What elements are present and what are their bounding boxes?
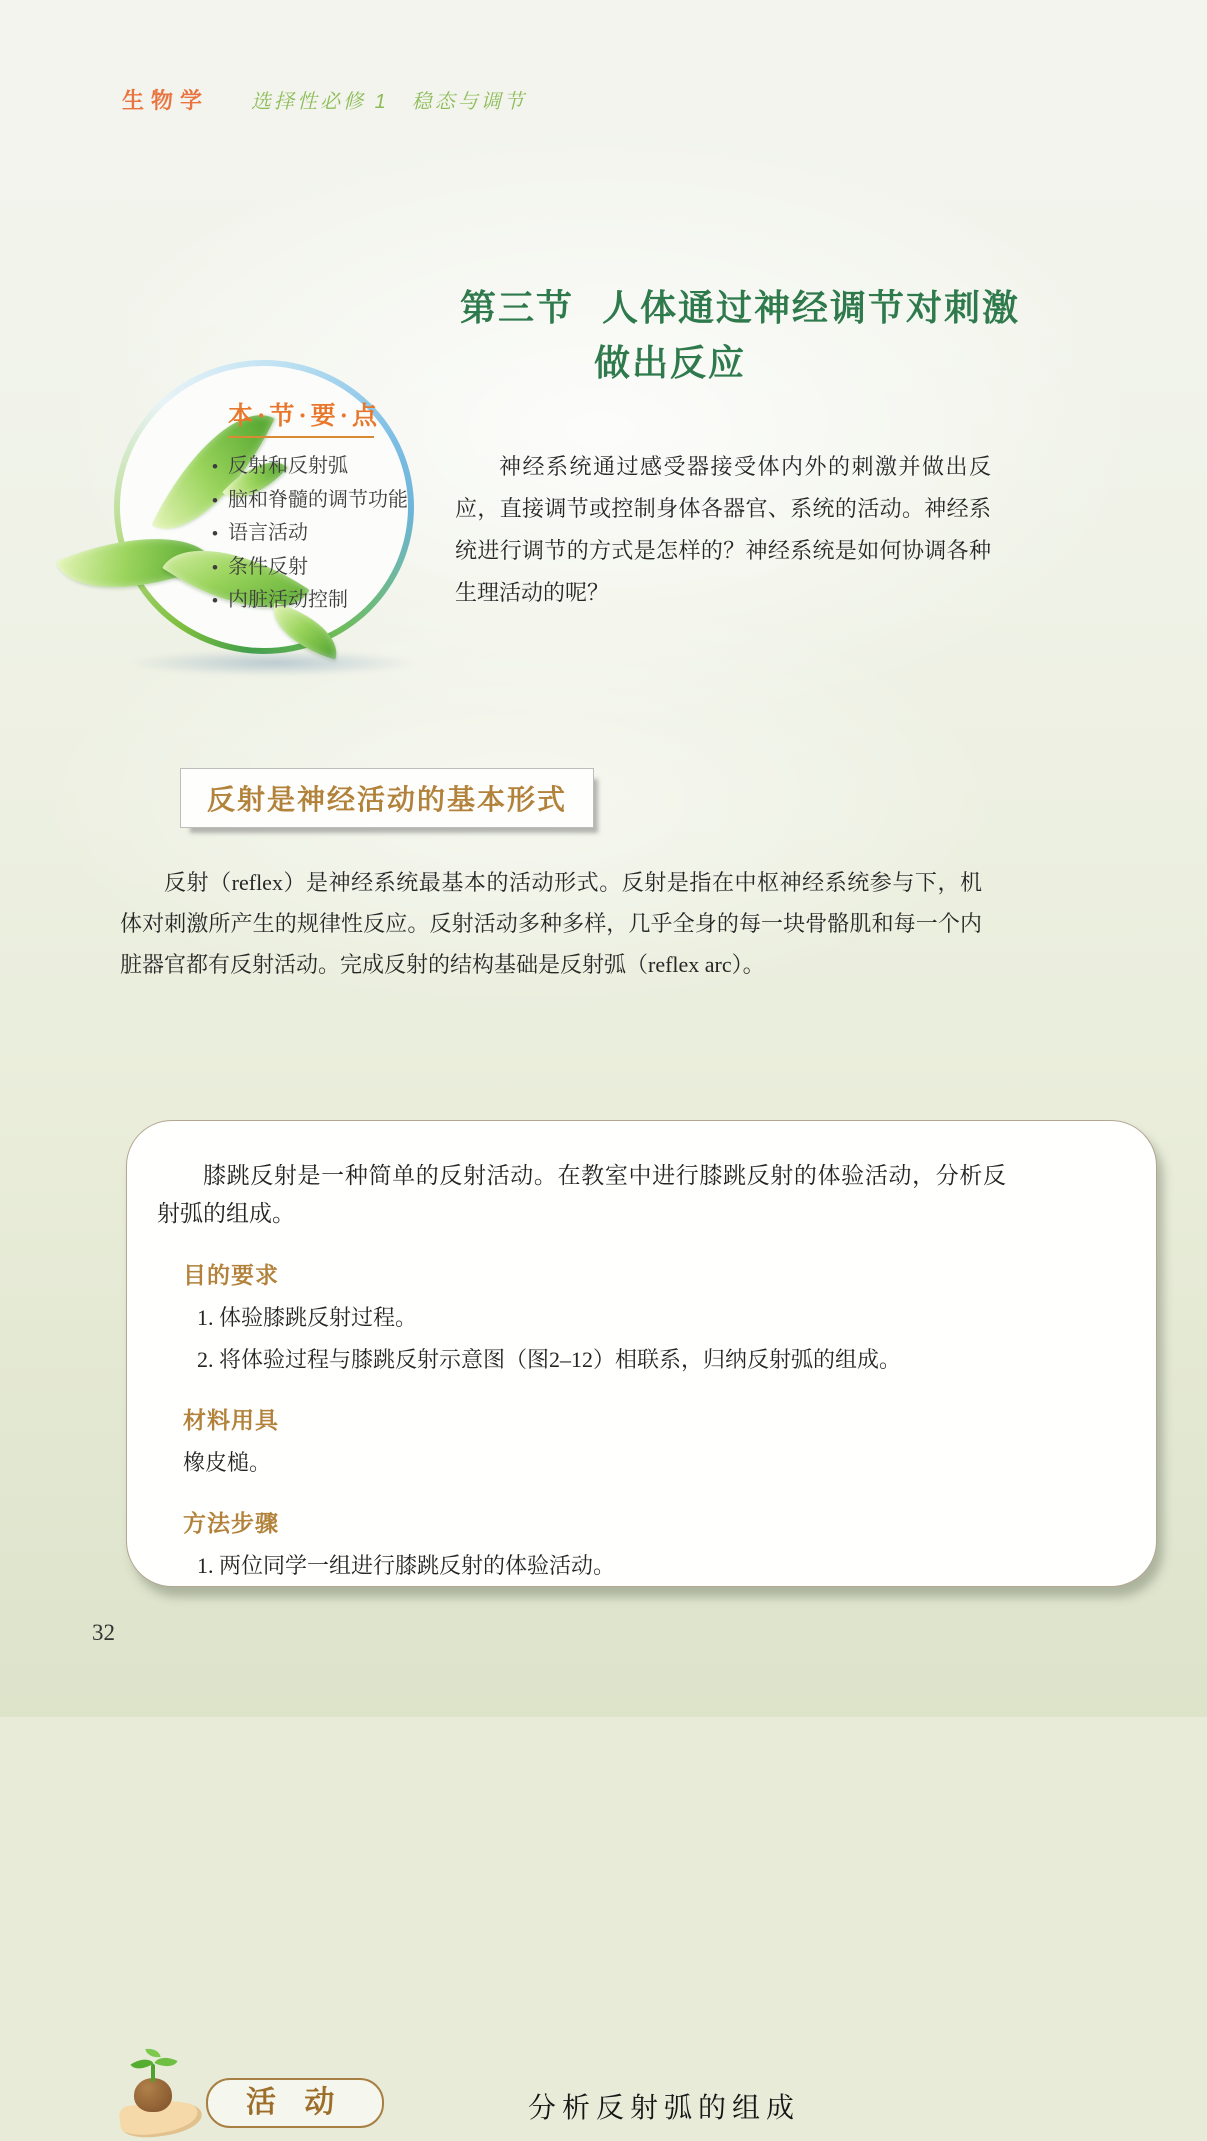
bullet-icon: • — [212, 591, 218, 610]
bullet-icon: • — [212, 457, 218, 476]
activity-badge — [206, 2078, 384, 2128]
activity-section-heading-steps: 方法步骤 — [183, 1510, 279, 1536]
reflex-paragraph: 反射（reflex）是神经系统最基本的活动形式。反射是指在中枢神经系统参与下，机体对刺激所产生的规律性反应。反射活动多种多样，几乎全身的每一块骨骼肌和每一个内脏器官都有反射活动。完成反射的结构基础是反射弧（reflex arc）。 — [120, 870, 982, 977]
key-points-list — [212, 450, 408, 618]
page-header — [122, 84, 527, 115]
key-point-item — [212, 584, 408, 618]
activity-section-heading-materials: 材料用具 — [183, 1407, 279, 1433]
key-point-item — [212, 517, 408, 551]
key-point-label: 内脏活动控制 — [227, 589, 348, 611]
topic-heading-box — [180, 768, 594, 828]
activity-intro: 膝跳反射是一种简单的反射活动。在教室中进行膝跳反射的体验活动，分析反射弧的组成。 — [157, 1163, 1006, 1226]
section-title-line2: 做出反应 — [594, 343, 747, 383]
activity-title: 分析反射弧的组成 — [528, 2093, 801, 2124]
activity-box — [126, 1120, 1157, 1587]
stem-icon — [151, 2064, 155, 2082]
subject-label: 生物学 — [122, 88, 210, 113]
key-point-label: 语言活动 — [227, 522, 308, 544]
section-title — [460, 281, 1020, 391]
activity-material-item: 橡皮槌。 — [183, 1450, 272, 1475]
activity-goal-item: 1. 体验膝跳反射过程。 — [197, 1305, 418, 1330]
key-point-item — [212, 551, 408, 585]
section-title-line1: 人体通过神经调节对刺激 — [602, 288, 1021, 328]
key-point-label: 条件反射 — [227, 555, 308, 578]
key-point-item — [212, 450, 408, 484]
key-point-label: 反射和反射弧 — [227, 455, 348, 477]
section-number: 第三节 — [460, 288, 575, 328]
topic-heading-text: 反射是神经活动的基本形式 — [207, 784, 568, 815]
sprout-in-hand-icon — [118, 2054, 218, 2140]
activity-step-item: 1. 两位同学一组进行膝跳反射的体验活动。 — [197, 1553, 616, 1578]
bullet-icon: • — [212, 490, 218, 510]
activity-section-heading-goal: 目的要求 — [183, 1262, 279, 1288]
sprout-leaf-icon — [145, 2047, 160, 2059]
circle-shadow-decoration — [128, 650, 418, 676]
bullet-icon: • — [212, 557, 218, 577]
intro-paragraph: 神经系统通过感受器接受体内外的刺激并做出反应，直接调节或控制身体各器官、系统的活动。神经系统进行调节的方式是怎样的？神经系统是如何协调各种生理活动的呢？ — [455, 454, 991, 605]
key-points-title: 本·节·要·点 — [228, 403, 382, 430]
activity-goal-item: 2. 将体验过程与膝跳反射示意图（图2–12）相联系，归纳反射弧的组成。 — [197, 1347, 902, 1372]
bullet-icon: • — [212, 524, 218, 543]
module-label: 选择性必修 1 稳态与调节 — [251, 91, 527, 113]
page-number: 32 — [92, 1620, 115, 1645]
activity-badge-label: 活 动 — [246, 2086, 345, 2119]
key-point-item — [212, 484, 408, 518]
key-point-label: 脑和脊髓的调节功能 — [227, 488, 408, 511]
key-points-underline — [228, 436, 374, 438]
soil-icon — [134, 2078, 172, 2112]
